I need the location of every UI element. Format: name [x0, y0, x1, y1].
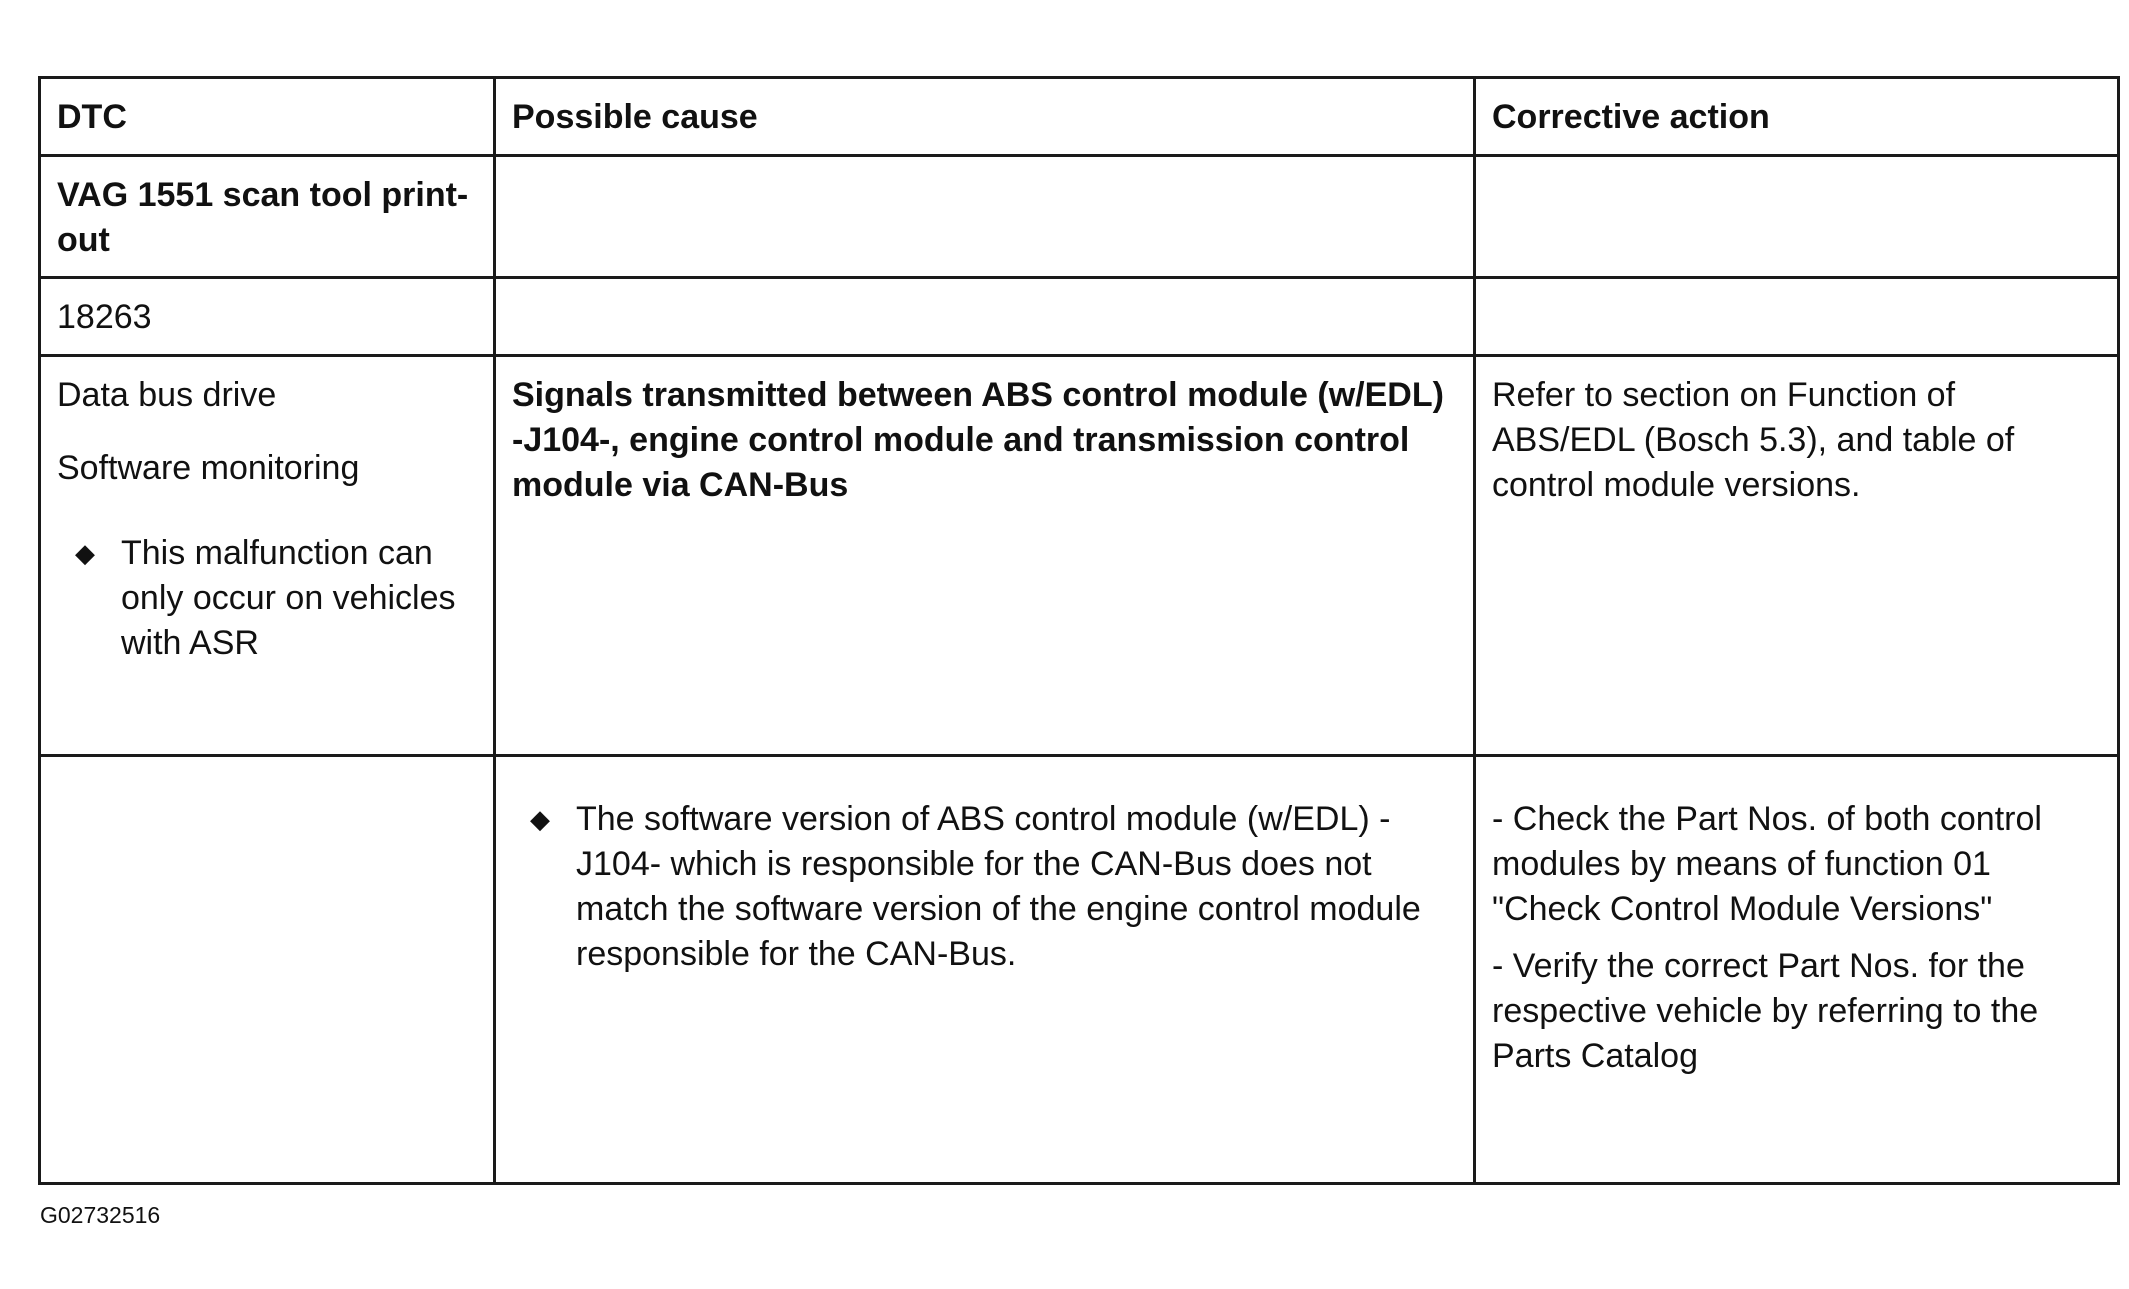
empty-cell [495, 278, 1475, 356]
empty-cell [40, 756, 495, 1184]
header-possible-cause: Possible cause [495, 78, 1475, 156]
dtc-description-line-2: Software monitoring [57, 449, 360, 487]
dtc-note-bullet [57, 531, 477, 666]
header-corrective-action: Corrective action [1475, 78, 2119, 156]
action-detail-cell [1475, 756, 2119, 1184]
dtc-note-text: This malfunction can only occur on vehicles with ASR [121, 534, 456, 662]
diamond-bullet-icon: ◆ [75, 538, 95, 568]
corrective-action-text: Refer to section on Function of ABS/EDL (Bosch 5.3), and table of control module versions. [1475, 356, 2119, 756]
empty-cell [495, 156, 1475, 278]
table-row-printout [40, 156, 2119, 278]
action-step-1: - Check the Part Nos. of both control modules by means of function 01 "Check Control Module Versions" [1492, 800, 2042, 928]
cause-detail-bullet [512, 797, 1457, 977]
printout-label: VAG 1551 scan tool print-out [40, 156, 495, 278]
empty-cell [1475, 156, 2119, 278]
possible-cause-text: Signals transmitted between ABS control module (w/EDL) -J104-, engine control module and transmission control module via CAN-Bus [495, 356, 1475, 756]
cause-detail-text: The software version of ABS control module (w/EDL) -J104- which is responsible for the CAN-Bus does not match the software version of the engine control module responsible for the CAN-Bus. [576, 800, 1421, 973]
table-header-row [40, 78, 2119, 156]
dtc-description-line-1: Data bus drive [57, 376, 277, 414]
table-row-main [40, 356, 2119, 756]
action-step-2: - Verify the correct Part Nos. for the respective vehicle by referring to the Parts Catalog [1492, 947, 2039, 1075]
header-dtc: DTC [40, 78, 495, 156]
table-row-code [40, 278, 2119, 356]
dtc-table [38, 76, 2120, 1185]
table-row-detail [40, 756, 2119, 1184]
dtc-description-cell [40, 356, 495, 756]
dtc-code: 18263 [40, 278, 495, 356]
cause-detail-cell [495, 756, 1475, 1184]
empty-cell [1475, 278, 2119, 356]
figure-id: G02732516 [40, 1202, 161, 1228]
diamond-bullet-icon: ◆ [530, 804, 550, 834]
